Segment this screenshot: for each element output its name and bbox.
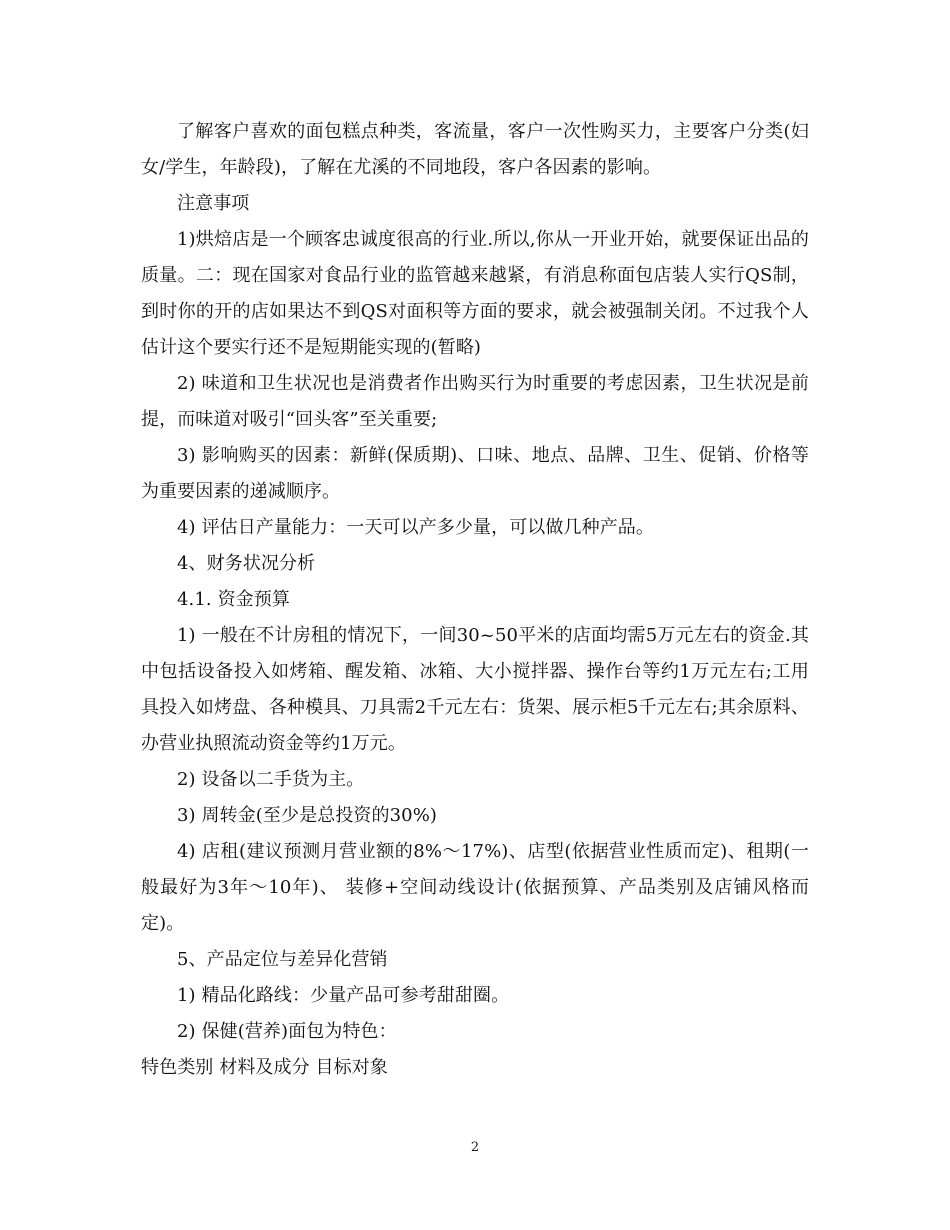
paragraph-positioning-1: 1) 精品化路线：少量产品可参考甜甜圈。 — [177, 985, 510, 1006]
paragraph-budget-4: 4) 店租(建议预测月营业额的8%～17%)、店型(依据营业性质而定)、租期(一般最好为3年～10年)、 装修+空间动线设计(依据预算、产品类别及店铺风格而定)。 — [141, 841, 809, 934]
paragraph-note-1: 1)烘焙店是一个顾客忠诚度很高的行业.所以,你从一开业开始，就要保证出品的质量。二：现在国家对食品行业的监管越来越紧，有消息称面包店装人实行QS制，到时你的开的店如果达不到QS对面积等方面的要求，就会被强制关闭。不过我个人估计这个要实行还不是短期能实现的(暂略) — [141, 229, 809, 358]
page-number: 2 — [470, 1140, 480, 1155]
paragraph-positioning-2: 2) 保健(营养)面包为特色： — [177, 1021, 397, 1042]
paragraph-note-2: 2) 味道和卫生状况也是消费者作出购买行为时重要的考虑因素，卫生状况是前提，而味道对吸引“回头客”至关重要; — [141, 373, 809, 430]
paragraph-customer-research: 了解客户喜欢的面包糕点种类，客流量，客户一次性购买力，主要客户分类(妇女/学生，年龄段)，了解在尤溪的不同地段，客户各因素的影响。 — [141, 121, 809, 178]
heading-budget: 4.1. 资金预算 — [177, 589, 290, 610]
paragraph-note-3: 3) 影响购买的因素：新鲜(保质期)、口味、地点、品牌、卫生、促销、价格等为重要因素的递减顺序。 — [141, 445, 809, 502]
paragraph-budget-3: 3) 周转金(至少是总投资的30%) — [177, 805, 438, 826]
paragraph-note-4: 4) 评估日产量能力：一天可以产多少量，可以做几种产品。 — [177, 517, 654, 538]
paragraph-budget-2: 2) 设备以二手货为主。 — [177, 769, 365, 790]
heading-positioning: 5、产品定位与差异化营销 — [177, 949, 388, 970]
table-header-line: 特色类别 材料及成分 目标对象 — [141, 1057, 388, 1078]
heading-notes: 注意事项 — [177, 193, 250, 214]
document-body — [141, 114, 809, 1086]
heading-financial-analysis: 4、财务状况分析 — [177, 553, 316, 574]
paragraph-budget-1: 1) 一般在不计房租的情况下，一间30~50平米的店面均需5万元左右的资金.其中包括设备投入如烤箱、醒发箱、冰箱、大小搅拌器、操作台等约1万元左右;工用具投入如烤盘、各种模具、刀具需2千元左右：货架、展示柜5千元左右;其余原料、办营业执照流动资金等约1万元。 — [141, 625, 809, 754]
